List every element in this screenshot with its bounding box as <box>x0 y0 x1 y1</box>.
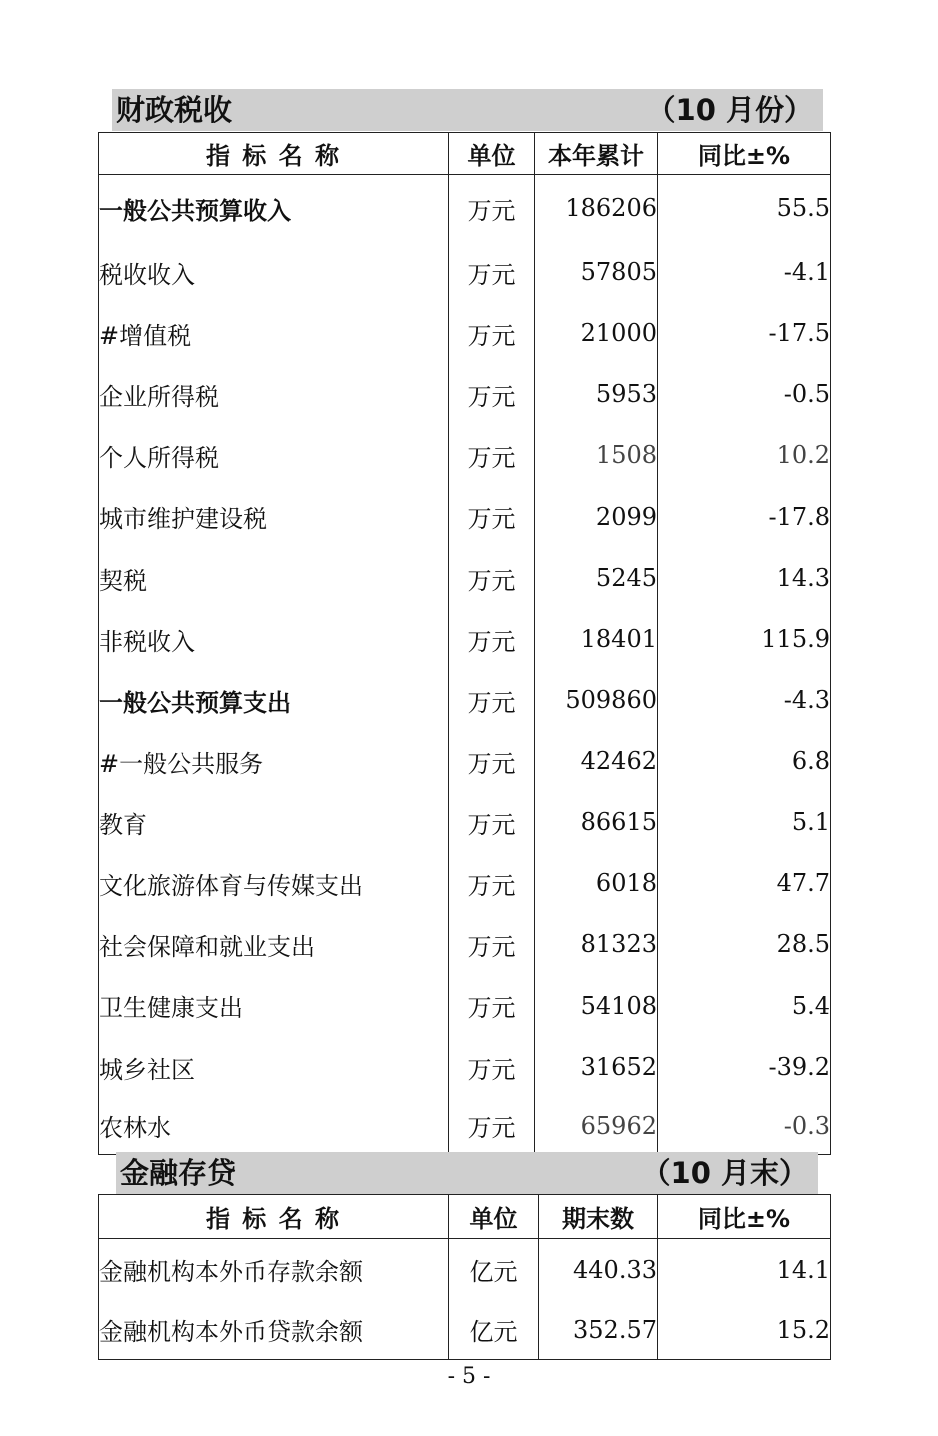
row-value: 42462 <box>535 731 658 792</box>
table-row <box>99 364 831 425</box>
row-name: 契税 <box>99 548 449 609</box>
table-row <box>99 792 831 853</box>
table-row <box>99 1239 831 1301</box>
header-indicator-name: 指 标 名 称 <box>99 133 449 175</box>
header-cumulative: 本年累计 <box>535 133 658 175</box>
row-value: 31652 <box>535 1037 658 1098</box>
header-indicator-name: 指 标 名 称 <box>99 1195 449 1239</box>
row-value: 65962 <box>535 1098 658 1155</box>
table-row <box>99 425 831 486</box>
table-row <box>99 1037 831 1098</box>
table-row <box>99 731 831 792</box>
row-yoy: 14.1 <box>658 1239 831 1301</box>
row-value: 352.57 <box>539 1301 658 1360</box>
row-unit: 亿元 <box>449 1239 539 1301</box>
row-name: 社会保障和就业支出 <box>99 914 449 975</box>
table-row <box>99 486 831 548</box>
row-name: 城市维护建设税 <box>99 486 449 548</box>
row-yoy: -4.1 <box>658 242 831 303</box>
row-unit: 万元 <box>449 303 535 364</box>
row-yoy: 47.7 <box>658 853 831 914</box>
row-yoy: 10.2 <box>658 425 831 486</box>
row-name: #一般公共服务 <box>99 731 449 792</box>
header-unit: 单位 <box>449 1195 539 1239</box>
row-name: 金融机构本外币贷款余额 <box>99 1301 449 1360</box>
row-value: 2099 <box>535 486 658 548</box>
header-unit: 单位 <box>449 133 535 175</box>
row-name: 非税收入 <box>99 609 449 670</box>
row-name: 税收收入 <box>99 242 449 303</box>
row-name: 农林水 <box>99 1098 449 1155</box>
table-row <box>99 914 831 975</box>
row-unit: 万元 <box>449 425 535 486</box>
row-unit: 万元 <box>449 486 535 548</box>
row-unit: 万元 <box>449 175 535 242</box>
row-name: 金融机构本外币存款余额 <box>99 1239 449 1301</box>
row-value: 186206 <box>535 175 658 242</box>
table-row <box>99 303 831 364</box>
row-unit: 万元 <box>449 609 535 670</box>
row-unit: 万元 <box>449 975 535 1037</box>
row-value: 57805 <box>535 242 658 303</box>
row-yoy: 5.1 <box>658 792 831 853</box>
row-name: #增值税 <box>99 303 449 364</box>
row-yoy: 15.2 <box>658 1301 831 1360</box>
table-row <box>99 975 831 1037</box>
header-yoy: 同比±% <box>658 1195 831 1239</box>
row-value: 54108 <box>535 975 658 1037</box>
row-value: 5953 <box>535 364 658 425</box>
page-number: - 5 - <box>447 1364 491 1389</box>
row-yoy: 14.3 <box>658 548 831 609</box>
row-yoy: 6.8 <box>658 731 831 792</box>
row-unit: 万元 <box>449 364 535 425</box>
row-yoy: -17.8 <box>658 486 831 548</box>
finance-section-title-bar <box>116 1152 818 1194</box>
row-unit: 万元 <box>449 242 535 303</box>
row-yoy: 115.9 <box>658 609 831 670</box>
row-name: 一般公共预算支出 <box>99 670 449 731</box>
row-yoy: -17.5 <box>658 303 831 364</box>
row-yoy: -0.3 <box>658 1098 831 1155</box>
row-name: 城乡社区 <box>99 1037 449 1098</box>
table-row <box>99 175 831 242</box>
table-row <box>99 1301 831 1360</box>
row-name: 个人所得税 <box>99 425 449 486</box>
row-name: 文化旅游体育与传媒支出 <box>99 853 449 914</box>
row-value: 86615 <box>535 792 658 853</box>
header-yoy: 同比±% <box>658 133 831 175</box>
table-row <box>99 609 831 670</box>
fiscal-table-header <box>99 133 831 175</box>
row-name: 企业所得税 <box>99 364 449 425</box>
row-yoy: 5.4 <box>658 975 831 1037</box>
row-value: 1508 <box>535 425 658 486</box>
row-name: 一般公共预算收入 <box>99 175 449 242</box>
row-unit: 亿元 <box>449 1301 539 1360</box>
row-name: 卫生健康支出 <box>99 975 449 1037</box>
fiscal-section-period: （10 月份） <box>646 93 813 127</box>
fiscal-section-title-bar <box>112 89 823 131</box>
row-unit: 万元 <box>449 670 535 731</box>
table-row <box>99 1098 831 1155</box>
row-yoy: -4.3 <box>658 670 831 731</box>
row-unit: 万元 <box>449 792 535 853</box>
row-unit: 万元 <box>449 548 535 609</box>
table-row <box>99 548 831 609</box>
table-row <box>99 242 831 303</box>
row-value: 18401 <box>535 609 658 670</box>
row-yoy: -0.5 <box>658 364 831 425</box>
finance-table <box>98 1194 831 1360</box>
row-value: 6018 <box>535 853 658 914</box>
row-unit: 万元 <box>449 1037 535 1098</box>
fiscal-section-title: 财政税收 <box>116 93 233 127</box>
row-yoy: 28.5 <box>658 914 831 975</box>
table-row <box>99 670 831 731</box>
finance-section-title: 金融存贷 <box>120 1156 237 1190</box>
row-unit: 万元 <box>449 731 535 792</box>
header-end-value: 期末数 <box>539 1195 658 1239</box>
row-value: 440.33 <box>539 1239 658 1301</box>
row-value: 81323 <box>535 914 658 975</box>
row-unit: 万元 <box>449 914 535 975</box>
row-unit: 万元 <box>449 1098 535 1155</box>
row-unit: 万元 <box>449 853 535 914</box>
row-value: 5245 <box>535 548 658 609</box>
row-value: 21000 <box>535 303 658 364</box>
table-row <box>99 853 831 914</box>
finance-section-period: （10 月末） <box>641 1156 808 1190</box>
fiscal-table <box>98 132 831 1155</box>
row-value: 509860 <box>535 670 658 731</box>
row-yoy: -39.2 <box>658 1037 831 1098</box>
finance-table-header <box>99 1195 831 1239</box>
row-yoy: 55.5 <box>658 175 831 242</box>
row-name: 教育 <box>99 792 449 853</box>
